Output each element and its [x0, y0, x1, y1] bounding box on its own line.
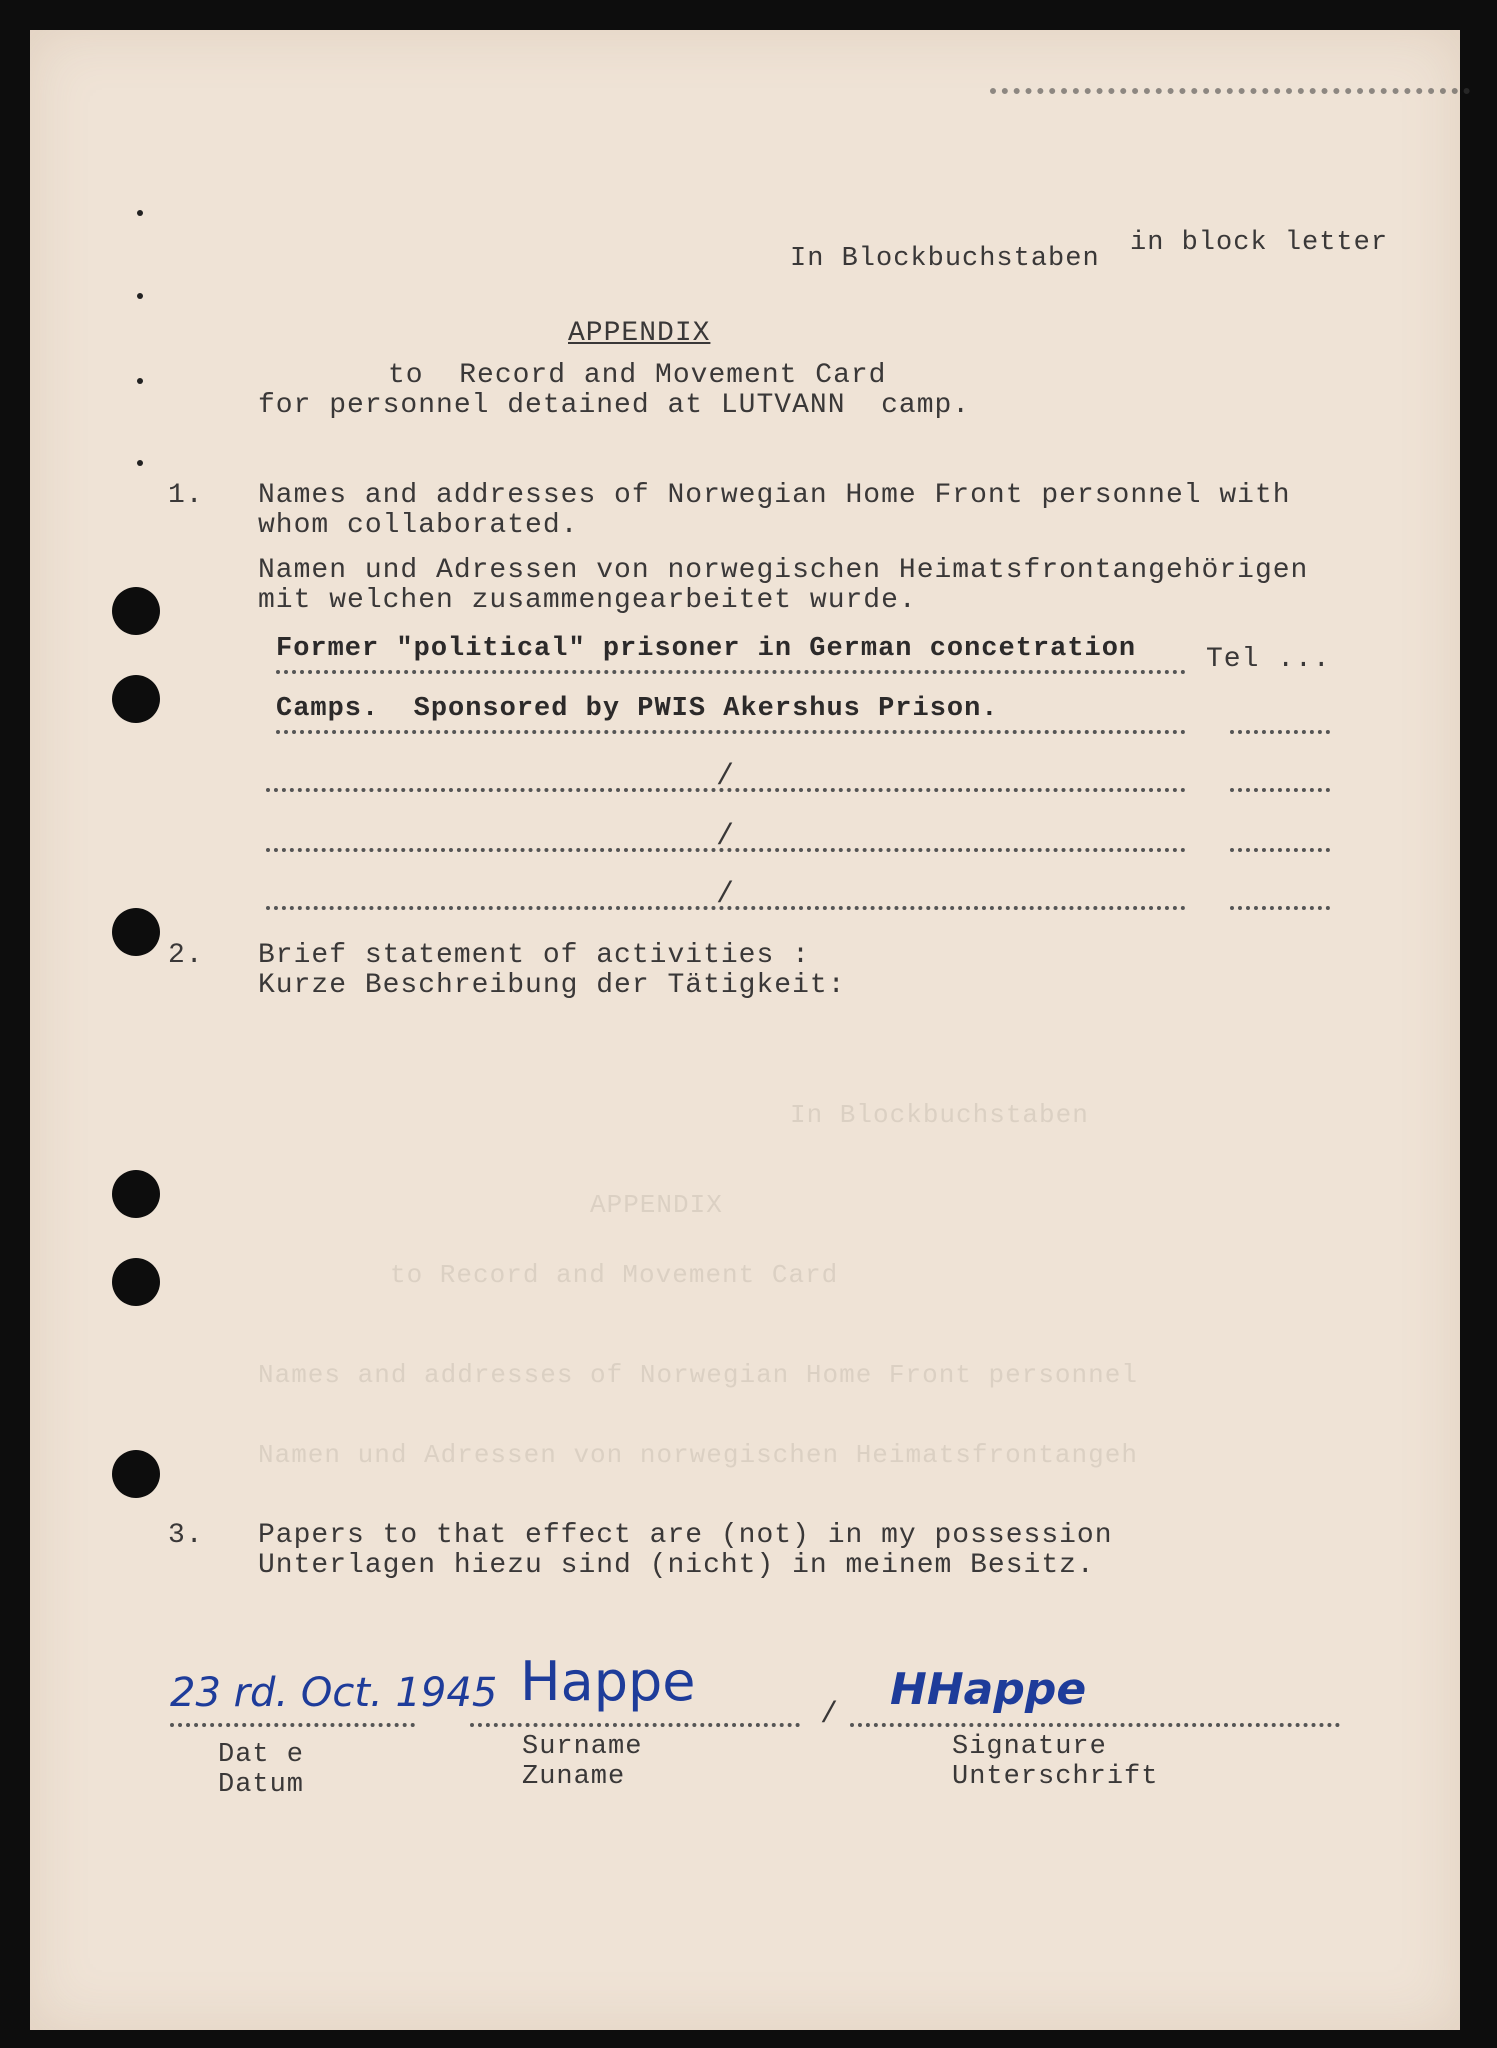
- punch-hole: [112, 587, 160, 635]
- separator-slash: /: [716, 878, 735, 912]
- bleed-through: In Blockbuchstaben: [790, 1100, 1089, 1130]
- collaborator-entry-2: Camps. Sponsored by PWIS Akershus Prison.: [276, 694, 999, 724]
- punch-hole: [112, 908, 160, 956]
- section-3-text-de: Unterlagen hiezu sind (nicht) in meinem Besitz.: [258, 1550, 1095, 1581]
- surname-handwritten: Happe: [520, 1650, 696, 1713]
- speck: [137, 210, 143, 216]
- bleed-through: Names and addresses of Norwegian Home Front personnel: [258, 1360, 1138, 1390]
- page-title: APPENDIX: [568, 318, 711, 349]
- tel-line: [1230, 788, 1330, 792]
- separator-slash: /: [716, 760, 735, 794]
- block-letter-note-de: In Blockbuchstaben: [790, 244, 1100, 274]
- date-line: [170, 1723, 415, 1727]
- section-3-text-en: Papers to that effect are (not) in my possession: [258, 1520, 1113, 1551]
- section-2-text-en: Brief statement of activities :: [258, 940, 810, 971]
- block-letter-note-en: in block letter: [1130, 228, 1389, 258]
- separator-slash: /: [820, 1698, 839, 1732]
- speck: [137, 293, 143, 299]
- date-label-de: Datum: [218, 1770, 305, 1800]
- tel-line: [1230, 906, 1330, 910]
- signature-line: [850, 1723, 1340, 1727]
- section-2-text-de: Kurze Beschreibung der Tätigkeit:: [258, 970, 846, 1001]
- date-handwritten: 23 rd. Oct. 1945: [170, 1670, 498, 1716]
- surname-line: [470, 1723, 800, 1727]
- section-1-text-de-1: Namen und Adressen von norwegischen Heimatsfrontangehörigen: [258, 555, 1309, 586]
- collaborator-entry-1: Former "political" prisoner in German concetration: [276, 634, 1137, 664]
- document-page: [30, 30, 1460, 2030]
- separator-slash: /: [716, 820, 735, 854]
- speck: [137, 378, 143, 384]
- title-line-1: to Record and Movement Card: [388, 360, 887, 391]
- section-2-number: 2.: [168, 940, 204, 971]
- tel-line: [1230, 848, 1330, 852]
- bleed-through: Namen und Adressen von norwegischen Heimatsfrontangeh: [258, 1440, 1138, 1470]
- speck: [137, 460, 143, 466]
- tel-line: [1230, 730, 1330, 734]
- tel-label: Tel ...: [1206, 644, 1331, 675]
- signature-label-de: Unterschrift: [952, 1762, 1159, 1792]
- section-3-number: 3.: [168, 1520, 204, 1551]
- punch-hole: [112, 1450, 160, 1498]
- bleed-through: APPENDIX: [590, 1190, 723, 1220]
- punch-hole: [112, 1170, 160, 1218]
- punch-hole: [112, 1258, 160, 1306]
- date-label-en: Dat e: [218, 1740, 305, 1770]
- typewriter-smudge: [990, 78, 1470, 94]
- entry-line: [276, 730, 1186, 734]
- section-1-text-en-2: whom collaborated.: [258, 510, 579, 541]
- surname-label-en: Surname: [522, 1732, 643, 1762]
- title-line-2: for personnel detained at LUTVANN camp.: [258, 390, 971, 421]
- punch-hole: [112, 675, 160, 723]
- signature-label-en: Signature: [952, 1732, 1107, 1762]
- section-1-text-de-2: mit welchen zusammengearbeitet wurde.: [258, 585, 917, 616]
- section-1-text-en-1: Names and addresses of Norwegian Home Front personnel with: [258, 480, 1291, 511]
- entry-line: [276, 670, 1186, 674]
- bleed-through: to Record and Movement Card: [390, 1260, 839, 1290]
- section-1-number: 1.: [168, 480, 204, 511]
- surname-label-de: Zuname: [522, 1762, 626, 1792]
- signature-handwritten: HHappe: [890, 1664, 1087, 1715]
